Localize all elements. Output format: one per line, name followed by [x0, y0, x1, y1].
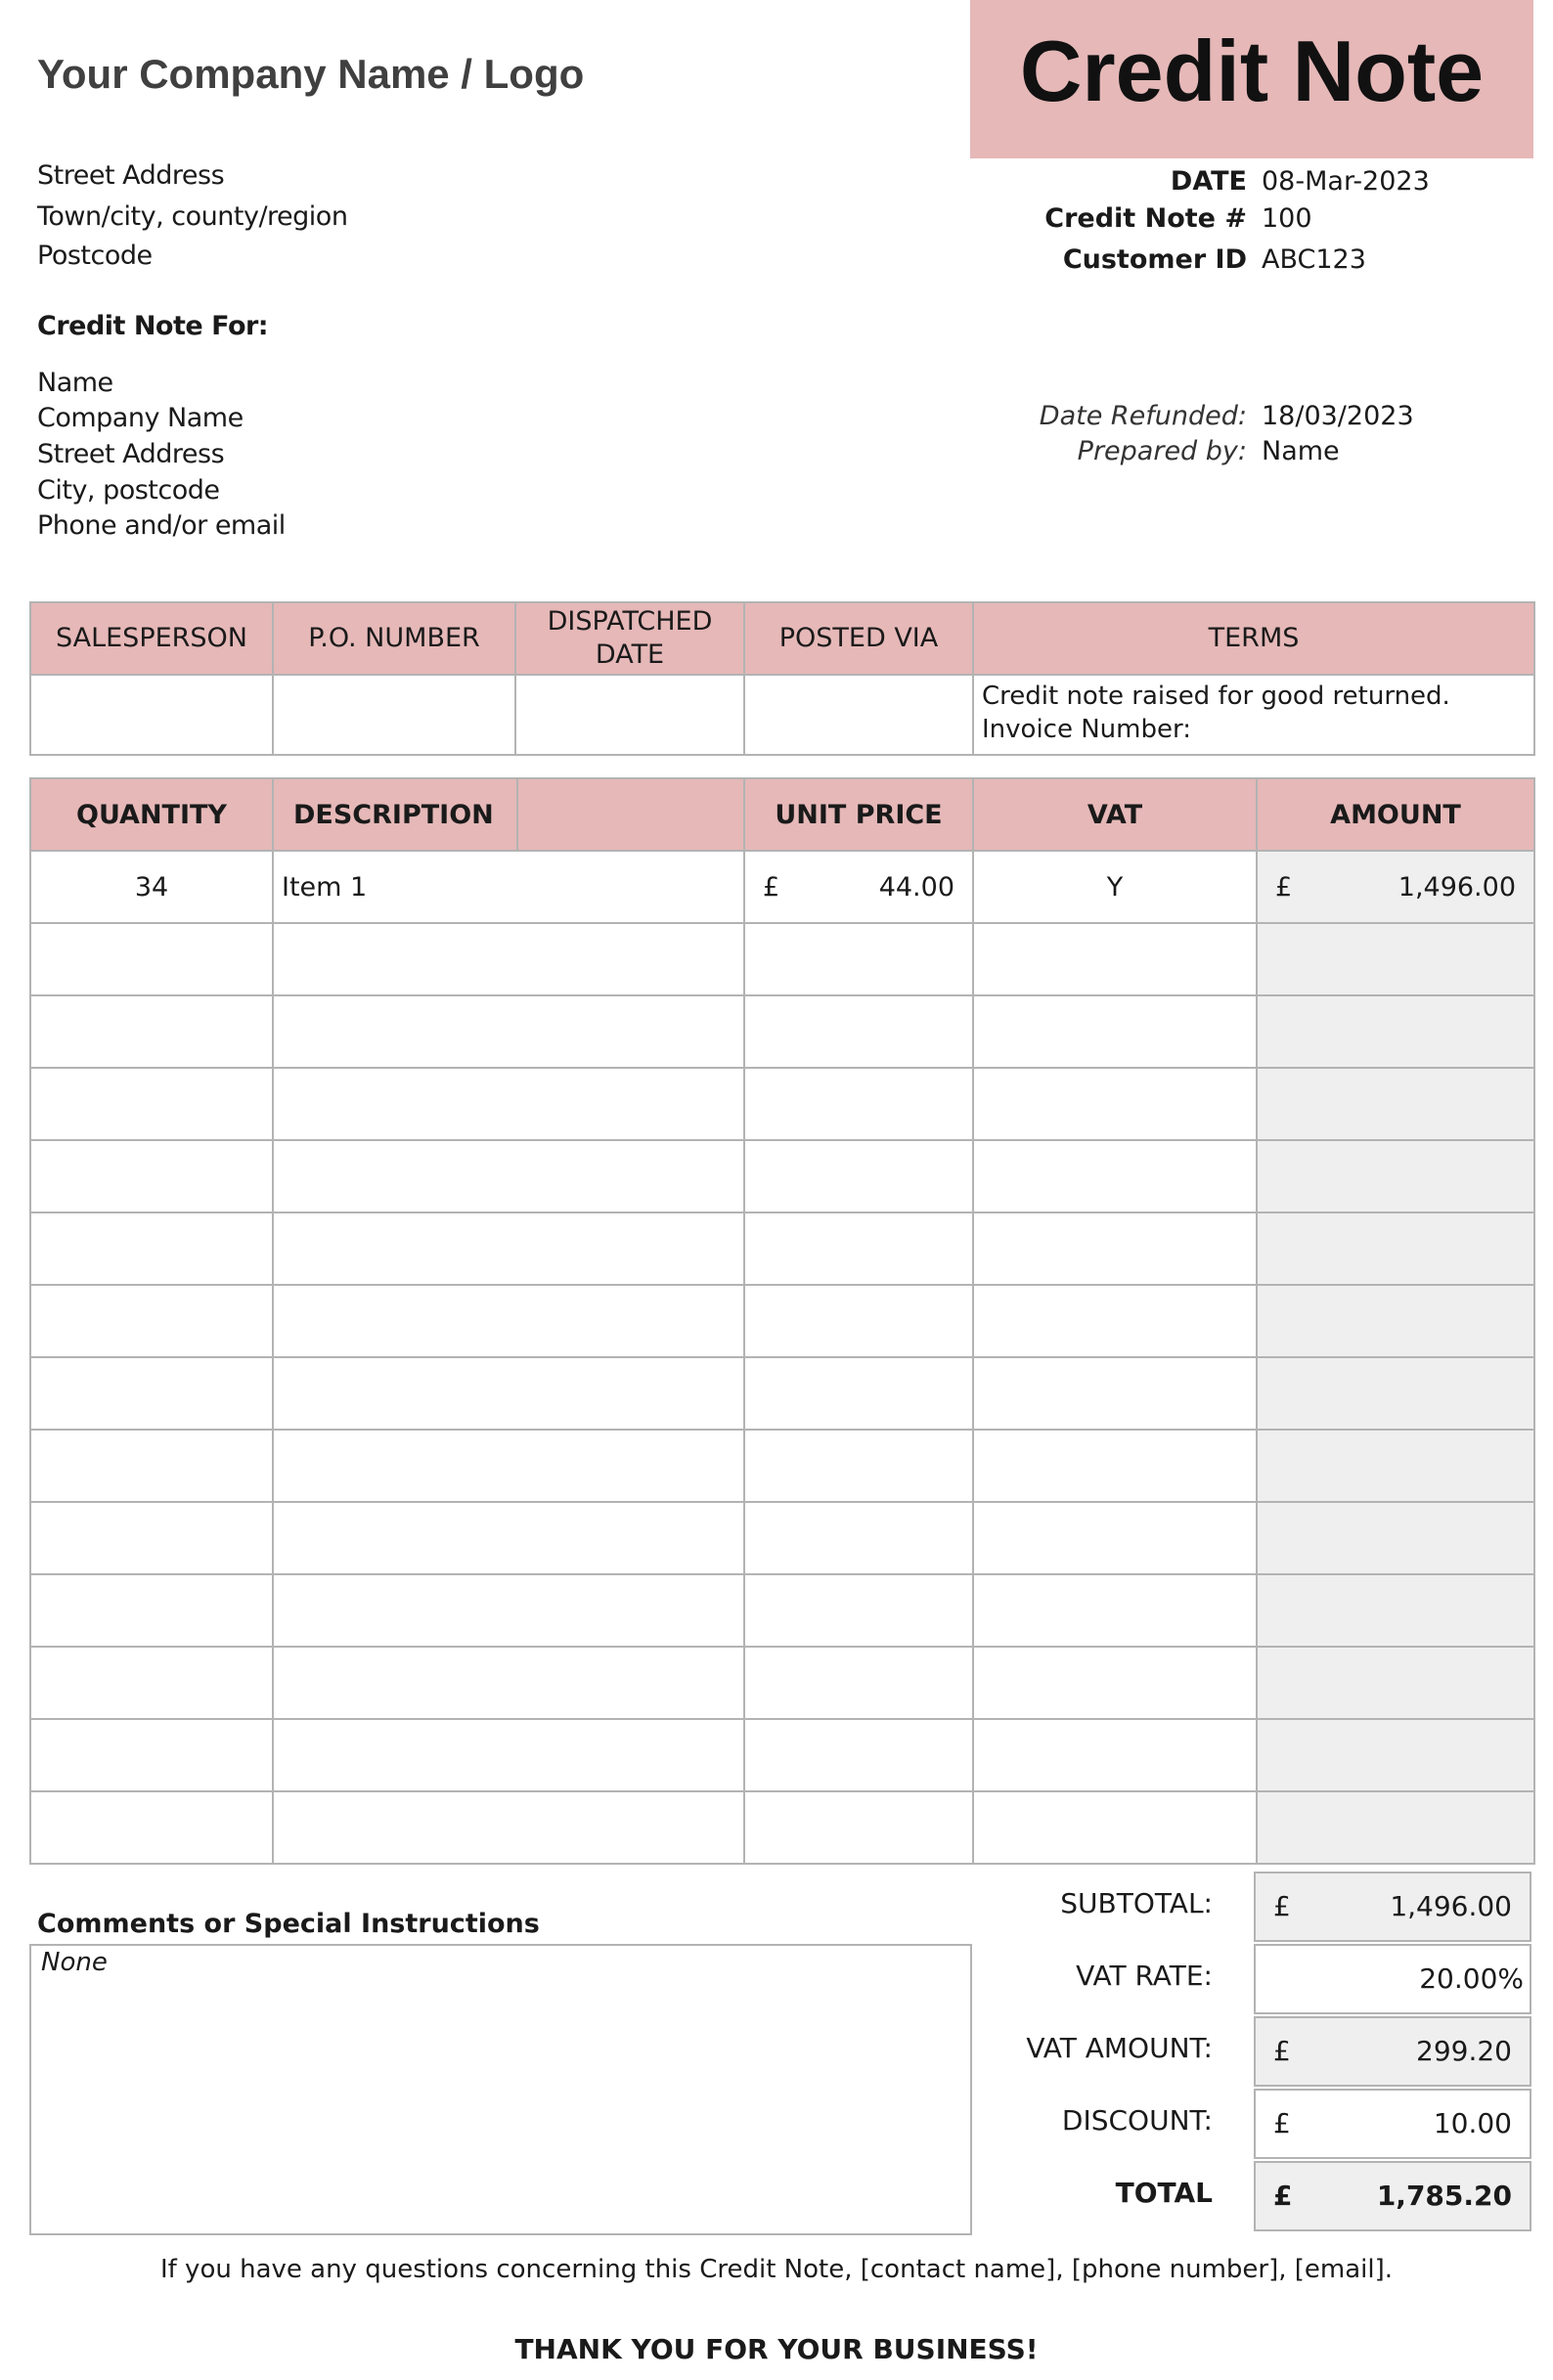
table-row	[30, 1212, 1534, 1285]
header-description-spacer	[517, 778, 744, 851]
table-row	[30, 923, 1534, 995]
table-row	[30, 1285, 1534, 1357]
amount-cell	[1257, 1212, 1534, 1285]
amount-cell	[1257, 1502, 1534, 1574]
description-cell[interactable]	[273, 1647, 744, 1719]
table-row	[30, 851, 1534, 923]
comments-value: None	[41, 1948, 108, 1977]
unit-price-cell[interactable]	[744, 1502, 973, 1574]
terms-cell[interactable]: Credit note raised for good returned. Invoice Number:	[973, 675, 1534, 755]
amount-cell	[1257, 1357, 1534, 1430]
description-cell[interactable]	[273, 1068, 744, 1140]
vat-rate-label: VAT RATE:	[1076, 1960, 1213, 1992]
unit-price-cell[interactable]	[744, 1647, 973, 1719]
vat-cell[interactable]	[973, 1285, 1257, 1357]
vat-cell[interactable]: Y	[973, 851, 1257, 923]
date-refunded-value: 18/03/2023	[1262, 401, 1414, 431]
unit-price-cell[interactable]	[744, 1212, 973, 1285]
dispatched-date-cell[interactable]	[515, 675, 744, 755]
table-row	[30, 1502, 1534, 1574]
amount-cell	[1257, 995, 1534, 1068]
unit-price-cell[interactable]	[744, 1719, 973, 1791]
table-row	[30, 1791, 1534, 1864]
unit-price-value: 44.00	[878, 871, 954, 903]
recipient-heading: Credit Note For:	[37, 311, 269, 341]
header-description: DESCRIPTION	[273, 778, 517, 851]
description-cell[interactable]	[273, 1719, 744, 1791]
sender-town: Town/city, county/region	[37, 201, 348, 232]
table-row	[30, 1430, 1534, 1502]
comments-heading: Comments or Special Instructions	[37, 1909, 540, 1939]
description-cell[interactable]	[273, 1791, 744, 1864]
quantity-cell[interactable]	[30, 923, 273, 995]
unit-price-cell[interactable]	[744, 995, 973, 1068]
recipient-city: City, postcode	[37, 475, 220, 506]
unit-price-cell[interactable]	[744, 1357, 973, 1430]
vat-cell[interactable]	[973, 1068, 1257, 1140]
recipient-company: Company Name	[37, 403, 244, 433]
discount-box[interactable]	[1254, 2089, 1531, 2159]
vat-cell[interactable]	[973, 1647, 1257, 1719]
vat-cell[interactable]	[973, 1430, 1257, 1502]
items-header-row	[30, 778, 1534, 851]
subtotal-value: 1,496.00	[1390, 1890, 1512, 1922]
header-po-number: P.O. NUMBER	[273, 602, 515, 675]
vat-amount-label: VAT AMOUNT:	[1026, 2032, 1213, 2064]
table-row	[30, 1647, 1534, 1719]
header-vat: VAT	[973, 778, 1257, 851]
prepared-by-label: Prepared by:	[1077, 436, 1247, 466]
vat-cell[interactable]	[973, 1719, 1257, 1791]
prepared-by-value: Name	[1262, 436, 1340, 466]
total-value: 1,785.20	[1376, 2180, 1512, 2212]
po-number-cell[interactable]	[273, 675, 515, 755]
subtotal-label: SUBTOTAL:	[1060, 1887, 1213, 1919]
quantity-cell[interactable]	[30, 1502, 273, 1574]
description-cell[interactable]	[273, 1502, 744, 1574]
amount-cell	[1257, 1719, 1534, 1791]
amount-cell	[1257, 1430, 1534, 1502]
order-info-header-row	[30, 602, 1534, 675]
vat-cell[interactable]	[973, 1212, 1257, 1285]
description-cell[interactable]	[273, 1574, 744, 1647]
date-refunded-label: Date Refunded:	[1039, 401, 1247, 431]
posted-via-cell[interactable]	[744, 675, 973, 755]
total-label: TOTAL	[1115, 2177, 1213, 2209]
quantity-cell[interactable]	[30, 1357, 273, 1430]
currency-symbol: £	[1273, 2035, 1291, 2067]
company-name: Your Company Name / Logo	[37, 51, 585, 97]
vat-cell[interactable]	[973, 995, 1257, 1068]
vat-cell[interactable]	[973, 1140, 1257, 1212]
credit-note-number-value: 100	[1262, 203, 1312, 234]
description-cell[interactable]	[273, 1430, 744, 1502]
salesperson-cell[interactable]	[30, 675, 273, 755]
table-row	[30, 995, 1534, 1068]
quantity-cell[interactable]	[30, 1574, 273, 1647]
unit-price-cell[interactable]	[744, 923, 973, 995]
vat-rate-value: 20.00%	[1419, 1962, 1524, 1995]
customer-id-label: Customer ID	[1062, 244, 1247, 275]
currency-symbol: £	[1275, 871, 1293, 903]
amount-cell	[1257, 1285, 1534, 1357]
vat-cell[interactable]	[973, 1357, 1257, 1430]
quantity-cell[interactable]	[30, 1791, 273, 1864]
unit-price-cell[interactable]	[744, 1285, 973, 1357]
currency-symbol: £	[1273, 2107, 1291, 2139]
description-cell[interactable]	[273, 995, 744, 1068]
discount-value: 10.00	[1433, 2107, 1512, 2139]
amount-cell	[1257, 1791, 1534, 1864]
amount-cell	[1257, 1574, 1534, 1647]
header-dispatched-date: DISPATCHED DATE	[515, 602, 744, 675]
date-value: 08-Mar-2023	[1262, 166, 1430, 197]
recipient-contact: Phone and/or email	[37, 510, 286, 541]
table-row	[30, 1068, 1534, 1140]
quantity-cell[interactable]: 34	[30, 851, 273, 923]
amount-value: 1,496.00	[1398, 871, 1516, 903]
currency-symbol: £	[1273, 2180, 1293, 2212]
description-cell[interactable]	[273, 1212, 744, 1285]
vat-cell[interactable]	[973, 1502, 1257, 1574]
order-info-table	[29, 601, 1535, 756]
quantity-cell[interactable]	[30, 1068, 273, 1140]
description-cell[interactable]	[273, 1285, 744, 1357]
quantity-cell[interactable]	[30, 1140, 273, 1212]
credit-note-number-label: Credit Note #	[1044, 203, 1247, 234]
description-cell[interactable]	[273, 1357, 744, 1430]
vat-cell[interactable]	[973, 1791, 1257, 1864]
recipient-name: Name	[37, 368, 113, 398]
sender-street: Street Address	[37, 160, 225, 191]
total-box	[1254, 2161, 1531, 2231]
vat-cell[interactable]	[973, 923, 1257, 995]
unit-price-cell[interactable]	[744, 1430, 973, 1502]
unit-price-cell[interactable]	[744, 1140, 973, 1212]
table-row	[30, 1574, 1534, 1647]
vat-cell[interactable]	[973, 1574, 1257, 1647]
date-label: DATE	[1170, 166, 1247, 197]
unit-price-cell[interactable]	[744, 851, 973, 923]
amount-cell	[1257, 1647, 1534, 1719]
header-terms: TERMS	[973, 602, 1534, 675]
amount-cell	[1257, 1140, 1534, 1212]
amount-cell	[1257, 851, 1534, 923]
header-amount: AMOUNT	[1257, 778, 1534, 851]
footer-thanks: THANK YOU FOR YOUR BUSINESS!	[514, 2333, 1039, 2365]
customer-id-value: ABC123	[1262, 244, 1366, 275]
quantity-cell[interactable]	[30, 1212, 273, 1285]
amount-cell	[1257, 923, 1534, 995]
quantity-cell[interactable]	[30, 1719, 273, 1791]
table-row	[30, 1357, 1534, 1430]
vat-amount-value: 299.20	[1416, 2035, 1512, 2067]
unit-price-cell[interactable]	[744, 1574, 973, 1647]
items-table	[29, 777, 1535, 1865]
document-title: Credit Note	[1019, 22, 1485, 119]
table-row	[30, 1719, 1534, 1791]
currency-symbol: £	[1273, 1890, 1291, 1922]
footer-questions: If you have any questions concerning this Credit Note, [contact name], [phone number], [email].	[159, 2255, 1394, 2284]
subtotal-box	[1254, 1872, 1531, 1942]
amount-cell	[1257, 1068, 1534, 1140]
header-salesperson: SALESPERSON	[30, 602, 273, 675]
vat-rate-box[interactable]	[1254, 1944, 1531, 2014]
empty-rows	[30, 923, 1534, 1864]
description-cell[interactable]	[273, 923, 744, 995]
order-info-row	[30, 675, 1534, 755]
header-unit-price: UNIT PRICE	[744, 778, 973, 851]
quantity-cell[interactable]	[30, 995, 273, 1068]
header-posted-via: POSTED VIA	[744, 602, 973, 675]
quantity-cell[interactable]	[30, 1285, 273, 1357]
unit-price-cell[interactable]	[744, 1791, 973, 1864]
comments-box[interactable]	[29, 1944, 972, 2235]
sender-postcode: Postcode	[37, 241, 153, 271]
quantity-cell[interactable]	[30, 1647, 273, 1719]
description-cell[interactable]: Item 1	[273, 851, 744, 923]
currency-symbol: £	[763, 871, 780, 903]
vat-amount-box	[1254, 2016, 1531, 2087]
unit-price-cell[interactable]	[744, 1068, 973, 1140]
header-quantity: QUANTITY	[30, 778, 273, 851]
description-cell[interactable]	[273, 1140, 744, 1212]
table-row	[30, 1140, 1534, 1212]
recipient-street: Street Address	[37, 439, 225, 469]
quantity-cell[interactable]	[30, 1430, 273, 1502]
discount-label: DISCOUNT:	[1061, 2104, 1213, 2137]
